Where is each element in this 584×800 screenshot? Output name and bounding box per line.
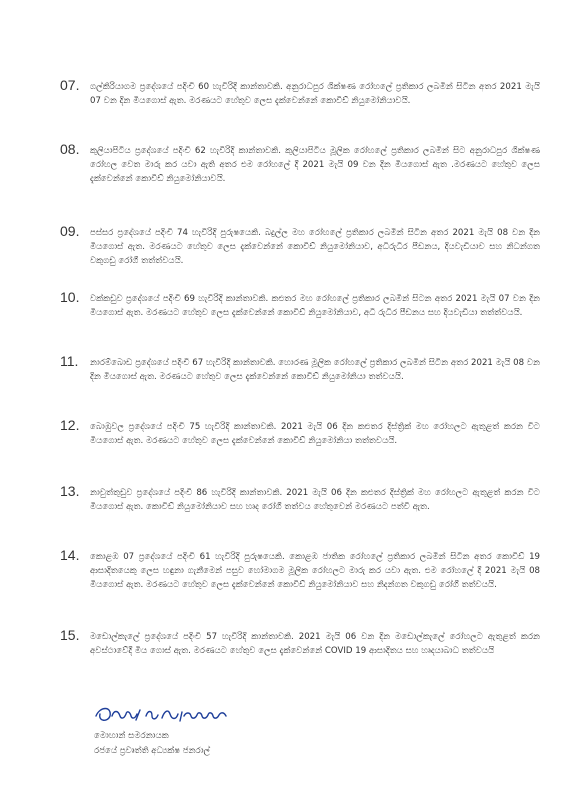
item-text: බොඹුවල ප්‍රදේශයේ පදිංචි 75 හැවිරිදි කාන්තාවකි. 2021 මැයි 06 දින කළුතර දිස්ත්‍රික් මහ රෝහලට ඇතුළත් කරන විට මියගොස් ඇත. මරණයට හේතුව ලෙස දැක්වෙන්නේ කොවිඩ් නියුමෝනියා තත්තවයයි. [90,422,540,447]
item-text: ගල්කිරියාගම ප්‍රදේශයේ පදිංචි 60 හැවිරිදි කාන්තාවකි. අනුරාධපුර ශික්ෂණ රෝහලේ ප්‍රතිකාර ලබමින් සිටින අතර 2021 මැයි 07 වන දින මියගොස් ඇත. මරණයට හේතුව ලෙස දැක්වෙන්නේ කොවිඩ් නියුමෝනියාවයි. [90,82,540,107]
list-item [60,289,540,320]
item-text: නාවුත්තුඩුව ප්‍රදේශයේ පදිංචි 86 හැවිරිදි කාන්තාවකි. 2021 මැයි 06 දින කළුතර දිස්ත්‍රික් මහ රෝහලට ඇතුළත් කරන විට මියගොස් ඇත. කොවිඩ් නියුමෝනියාව සහ හෘද රෝගී තත්වය හේතුවෙන් මරණයට පත්වී ඇත. [90,488,540,513]
item-text: පස්සර ප්‍රදේශයේ පදිංචි 74 හැවිරිදි පුරුෂයෙකි. බදුල්ල මහ රෝහලේ ප්‍රතිකාර ලබමින් සිටින අතර 2021 මැයි 08 වන දින මියගොස් ඇත. මරණයට හේතුව ලෙස දැක්වෙන්නේ කොවිඩ් නියුමෝනියාව, අධිරුධිර පීඩනය, දියවැඩියාව සහ නිධන්ගත වකුගඩු රෝගී තත්ත්වයයි. [90,228,540,267]
item-text: නාරම්බොඩ ප්‍රදේශයේ පදිංචි 67 හැවිරිදි කාන්තාවකි. හොරණ මූලික රෝහලේ ප්‍රතිකාර ලබමින් සිටින අතර 2021 මැයි 08 වන දින මියගොස් ඇත. මරණයට හේතුව ලෙස දැක්වෙන්නේ කොවිඩ් නියුමෝනියා තත්වයයි. [90,358,540,383]
item-number: 14. [60,547,80,563]
item-number: 15. [60,627,80,643]
item-number: 13. [60,483,80,499]
list-item [60,627,540,658]
item-text: කුලියාපිටිය ප්‍රදේශයේ පදිංචි 62 හැවිරිදි කාන්තාවකි. කුලියාපිටිය මූලික රෝහලේ ප්‍රතිකාර ලබමින් සිට අනුරාධපුර ශික්ෂණ රෝහල වෙත මාරු කර යවා ඇති අතර එම රෝහලේ දී 2021 මැයි 09 වන දින මියගොස් ඇත .මරණයට හේතුව ලෙස දැක්වෙන්නේ කොවිඩ් නියුමෝනියාවයි. [90,146,540,185]
item-text: වක්කඩුව ප්‍රදේශයේ පදිංචි 69 හැවිරිදි කාන්තාවකි. කළුතර මහ රෝහලේ ප්‍රතිකාර ලබමින් සිටන අතර 2021 මැයි 07 වන දින මියගොස් ඇත. මරණයට හේතුව ලෙස දැක්වෙන්නේ කොවිඩ් නියුමෝනියාව, අධි රුධිර පීඩනය සහ දියවැඩියා තත්ත්වයයි. [90,294,540,319]
list-item [60,223,540,269]
list-item [60,417,540,448]
item-number: 07. [60,77,80,93]
item-number: 09. [60,223,80,239]
item-number: 10. [60,289,80,305]
list-item [60,353,540,384]
list-item [60,77,540,108]
item-number: 08. [60,141,80,157]
item-text: මඩොල්කැලේ ප්‍රදේශයේ පදිංචි 57 හැවිරිදි කාන්තාවකි. 2021 මැයි 06 වන දින මඩොල්කැලේ රෝහලට ඇතුළත් කරන අවස්ථාවේදී මිය ගොස් ඇත. මරණයට හේතුව ලෙස දැක්වෙන්නේ COVID 19 ආසාදිතය සහ හෘදයාබාධ තත්වයයි [90,632,540,657]
signatory-name: මොහාන් සමරනායක [94,731,169,741]
handwritten-signature [90,700,250,728]
signatory-title: රජයේ ප්‍රවෘත්ති අධ්‍යක්ෂ ජනරාල් [94,746,211,756]
item-number: 12. [60,417,80,433]
list-item [60,547,540,593]
item-number: 11. [60,353,79,369]
list-item [60,483,540,514]
item-text: කොළඹ 07 ප්‍රදේශයේ පදිංචි 61 හැවිරිදි පුරුෂයෙකි. කොළඹ ජාතික රෝහලේ ප්‍රතිකාර ලබමින් සිටින අතර කොවිඩ් 19 ආසාදිතයෙකු ලෙස හඳුනා ගැනීමෙන් පසුව හෝමාගම මූලික රෝහලට මාරු කර යවා ඇත. එම රෝහලේ දී 2021 මැයි 08 මියගොස් ඇත. මරණයට හේතුව ලෙස දැක්වෙන්නේ කොවිඩ් නියුමෝනියාව සහ නිදන්ගත වකුගඩු රෝගී තත්වයයි. [90,552,540,591]
list-item [60,141,540,187]
